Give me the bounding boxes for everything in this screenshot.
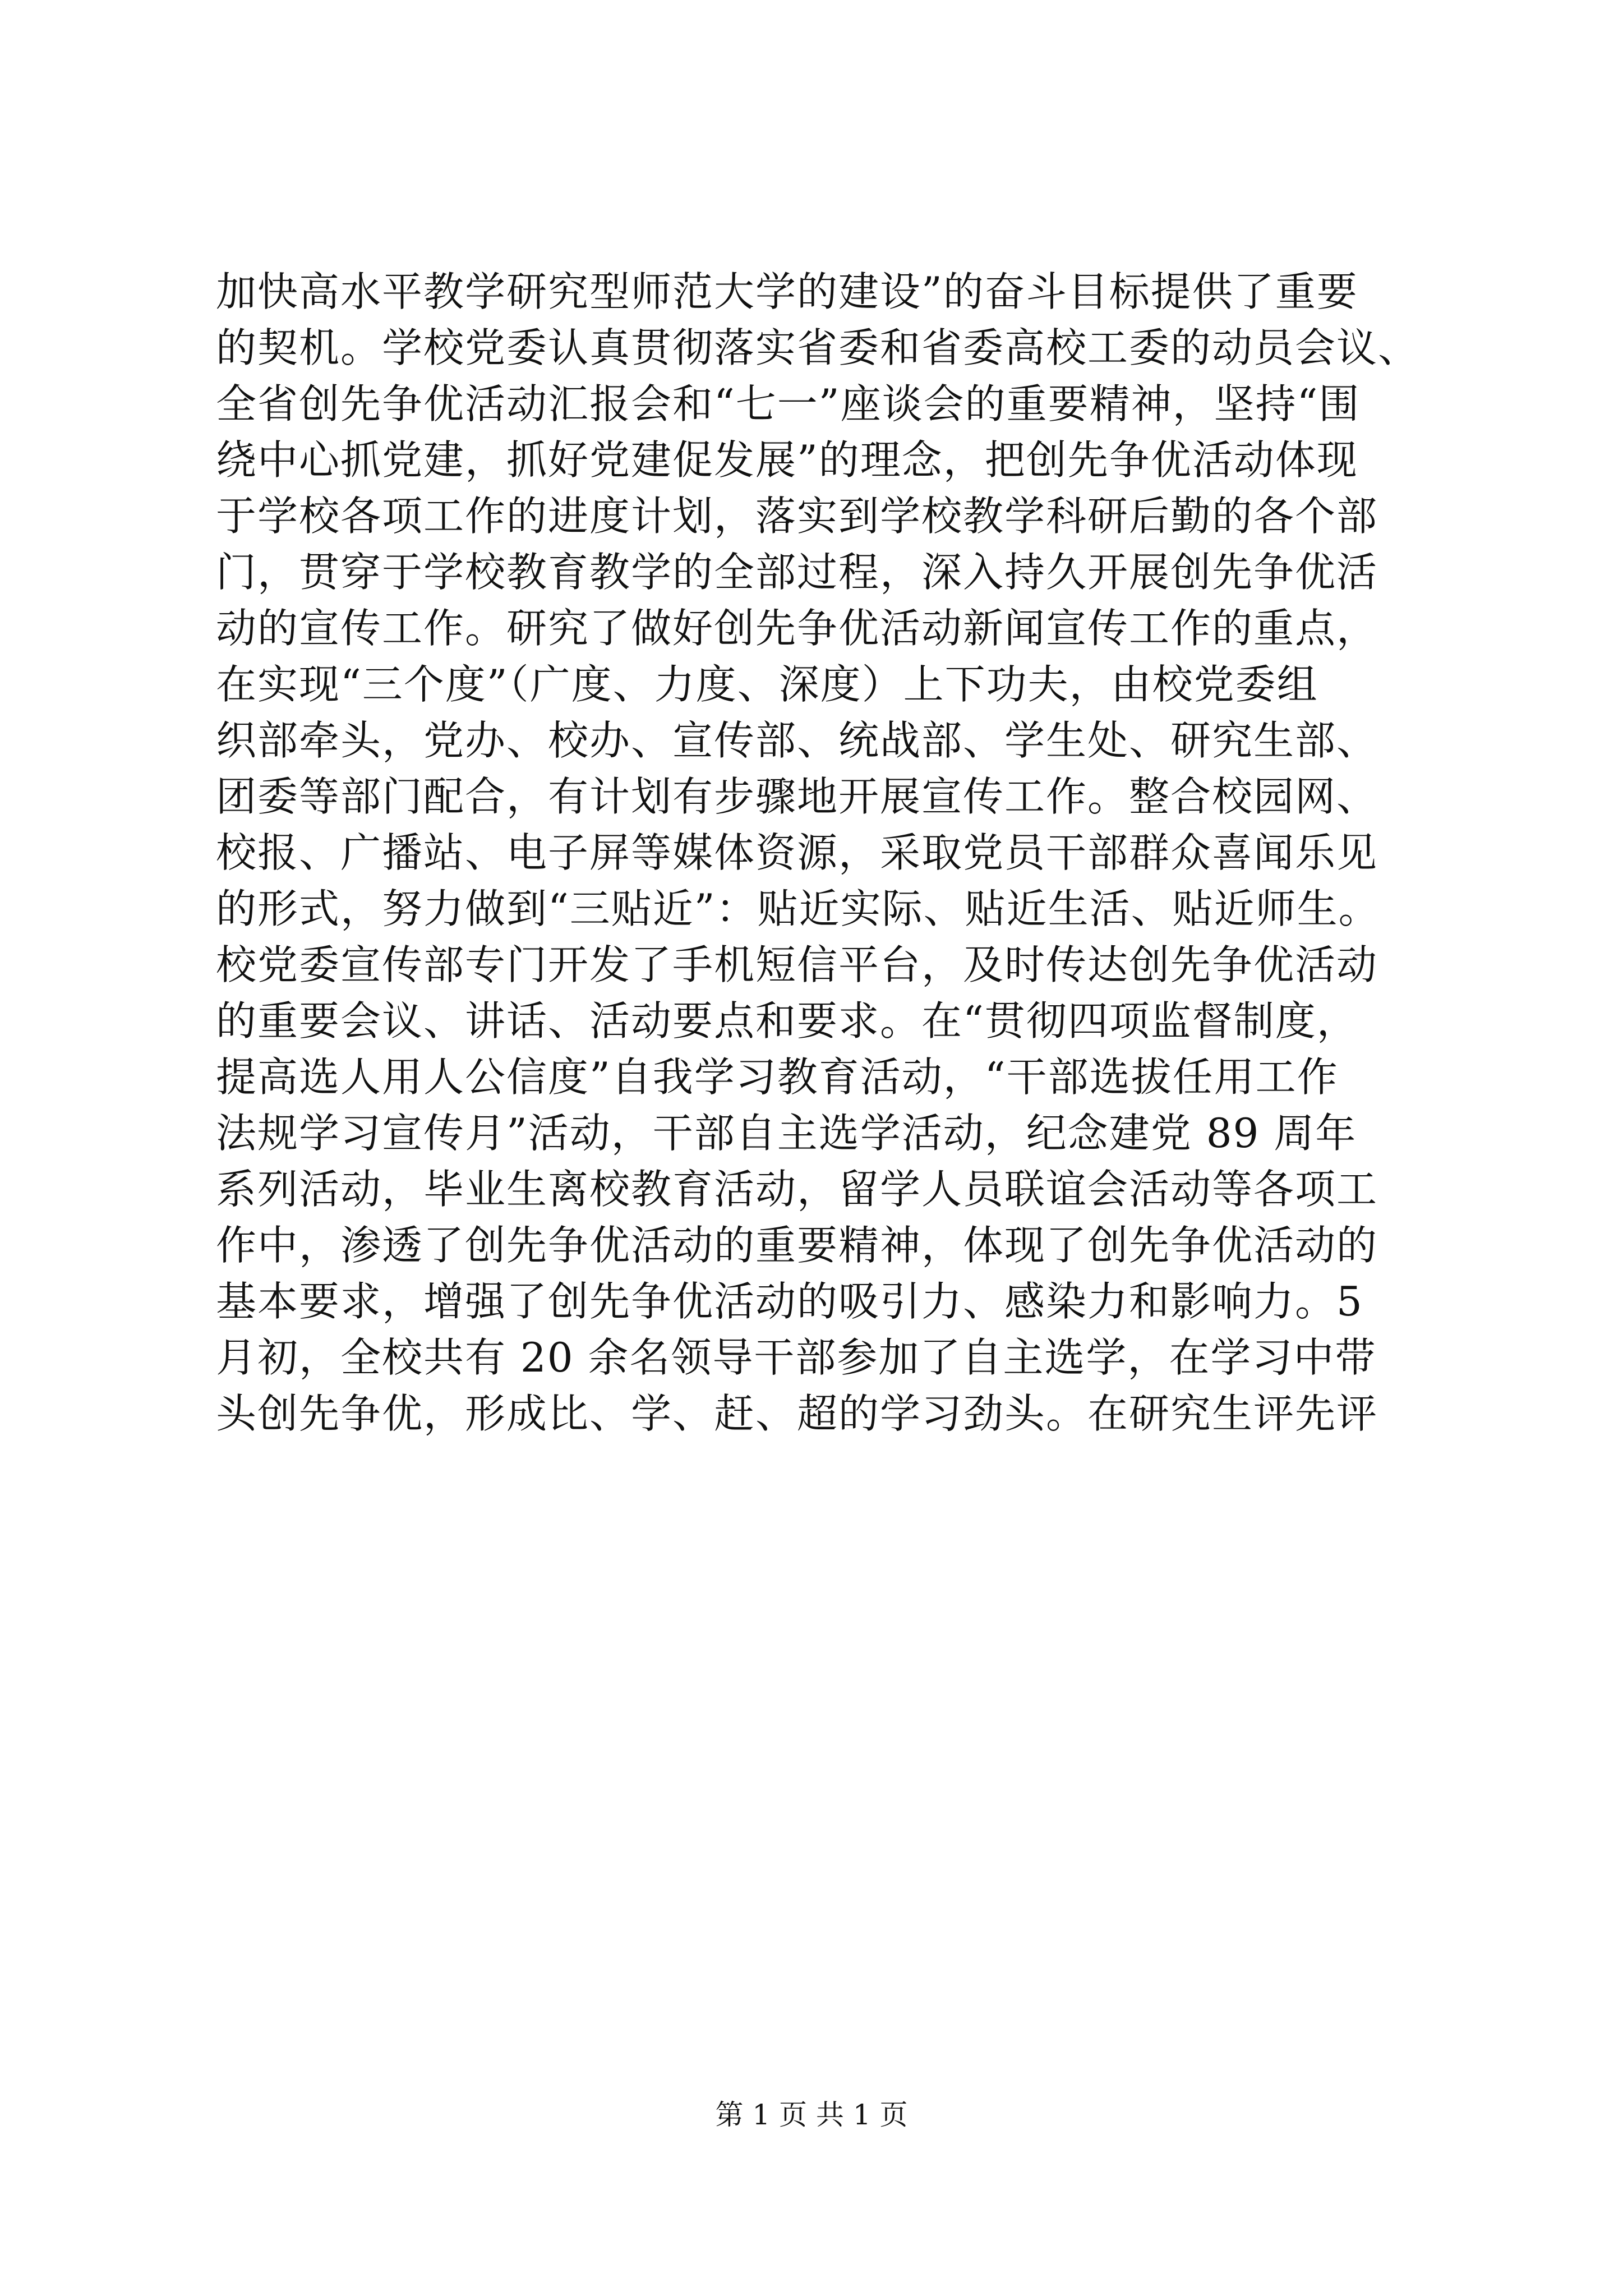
text-line: 在实现“三个度”（广度、力度、深度）上下功夫，由校党委组 bbox=[216, 661, 1318, 708]
text-line: 的契机。学校党委认真贯彻落实省委和省委高校工委的动员会议、 bbox=[216, 324, 1420, 371]
text-line: 作中，渗透了创先争优活动的重要精神，体现了创先争优活动的 bbox=[216, 1222, 1378, 1269]
text-line: 门，贯穿于学校教育教学的全部过程，深入持久开展创先争优活 bbox=[216, 549, 1378, 596]
text-line: 基本要求，增强了创先争优活动的吸引力、感染力和影响力。5 bbox=[216, 1278, 1363, 1325]
body-text bbox=[216, 264, 1450, 1442]
text-line: 全省创先争优活动汇报会和“七一”座谈会的重要精神，坚持“围 bbox=[216, 380, 1361, 427]
text-line: 动的宣传工作。研究了做好创先争优活动新闻宣传工作的重点， bbox=[216, 605, 1378, 652]
text-line: 绕中心抓党建，抓好党建促发展”的理念，把创先争优活动体现 bbox=[216, 436, 1358, 484]
text-line: 织部牵头，党办、校办、宣传部、统战部、学生处、研究生部、 bbox=[216, 717, 1378, 764]
text-line: 月初，全校共有 20 余名领导干部参加了自主选学，在学习中带 bbox=[216, 1334, 1377, 1381]
text-line: 头创先争优，形成比、学、赶、超的学习劲头。在研究生评先评 bbox=[216, 1390, 1378, 1437]
text-line: 系列活动，毕业生离校教育活动，留学人员联谊会活动等各项工 bbox=[216, 1166, 1378, 1213]
text-line: 加快高水平教学研究型师范大学的建设”的奋斗目标提供了重要 bbox=[216, 268, 1358, 315]
text-line: 的重要会议、讲话、活动要点和要求。在“贯彻四项监督制度， bbox=[216, 997, 1358, 1045]
page-footer: 第 1 页 共 1 页 bbox=[715, 2099, 908, 2131]
text-line: 提高选人用人公信度”自我学习教育活动，“干部选拔任用工作 bbox=[216, 1053, 1339, 1101]
text-line: 校报、广播站、电子屏等媒体资源，采取党员干部群众喜闻乐见 bbox=[216, 829, 1378, 876]
text-line: 法规学习宣传月”活动，干部自主选学活动，纪念建党 89 周年 bbox=[216, 1110, 1357, 1157]
text-line: 的形式，努力做到“三贴近”：贴近实际、贴近生活、贴近师生。 bbox=[216, 885, 1380, 932]
text-line: 团委等部门配合，有计划有步骤地开展宣传工作。整合校园网、 bbox=[216, 773, 1378, 820]
text-line: 于学校各项工作的进度计划，落实到学校教学科研后勤的各个部 bbox=[216, 493, 1378, 540]
text-line: 校党委宣传部专门开发了手机短信平台，及时传达创先争优活动 bbox=[216, 941, 1378, 988]
